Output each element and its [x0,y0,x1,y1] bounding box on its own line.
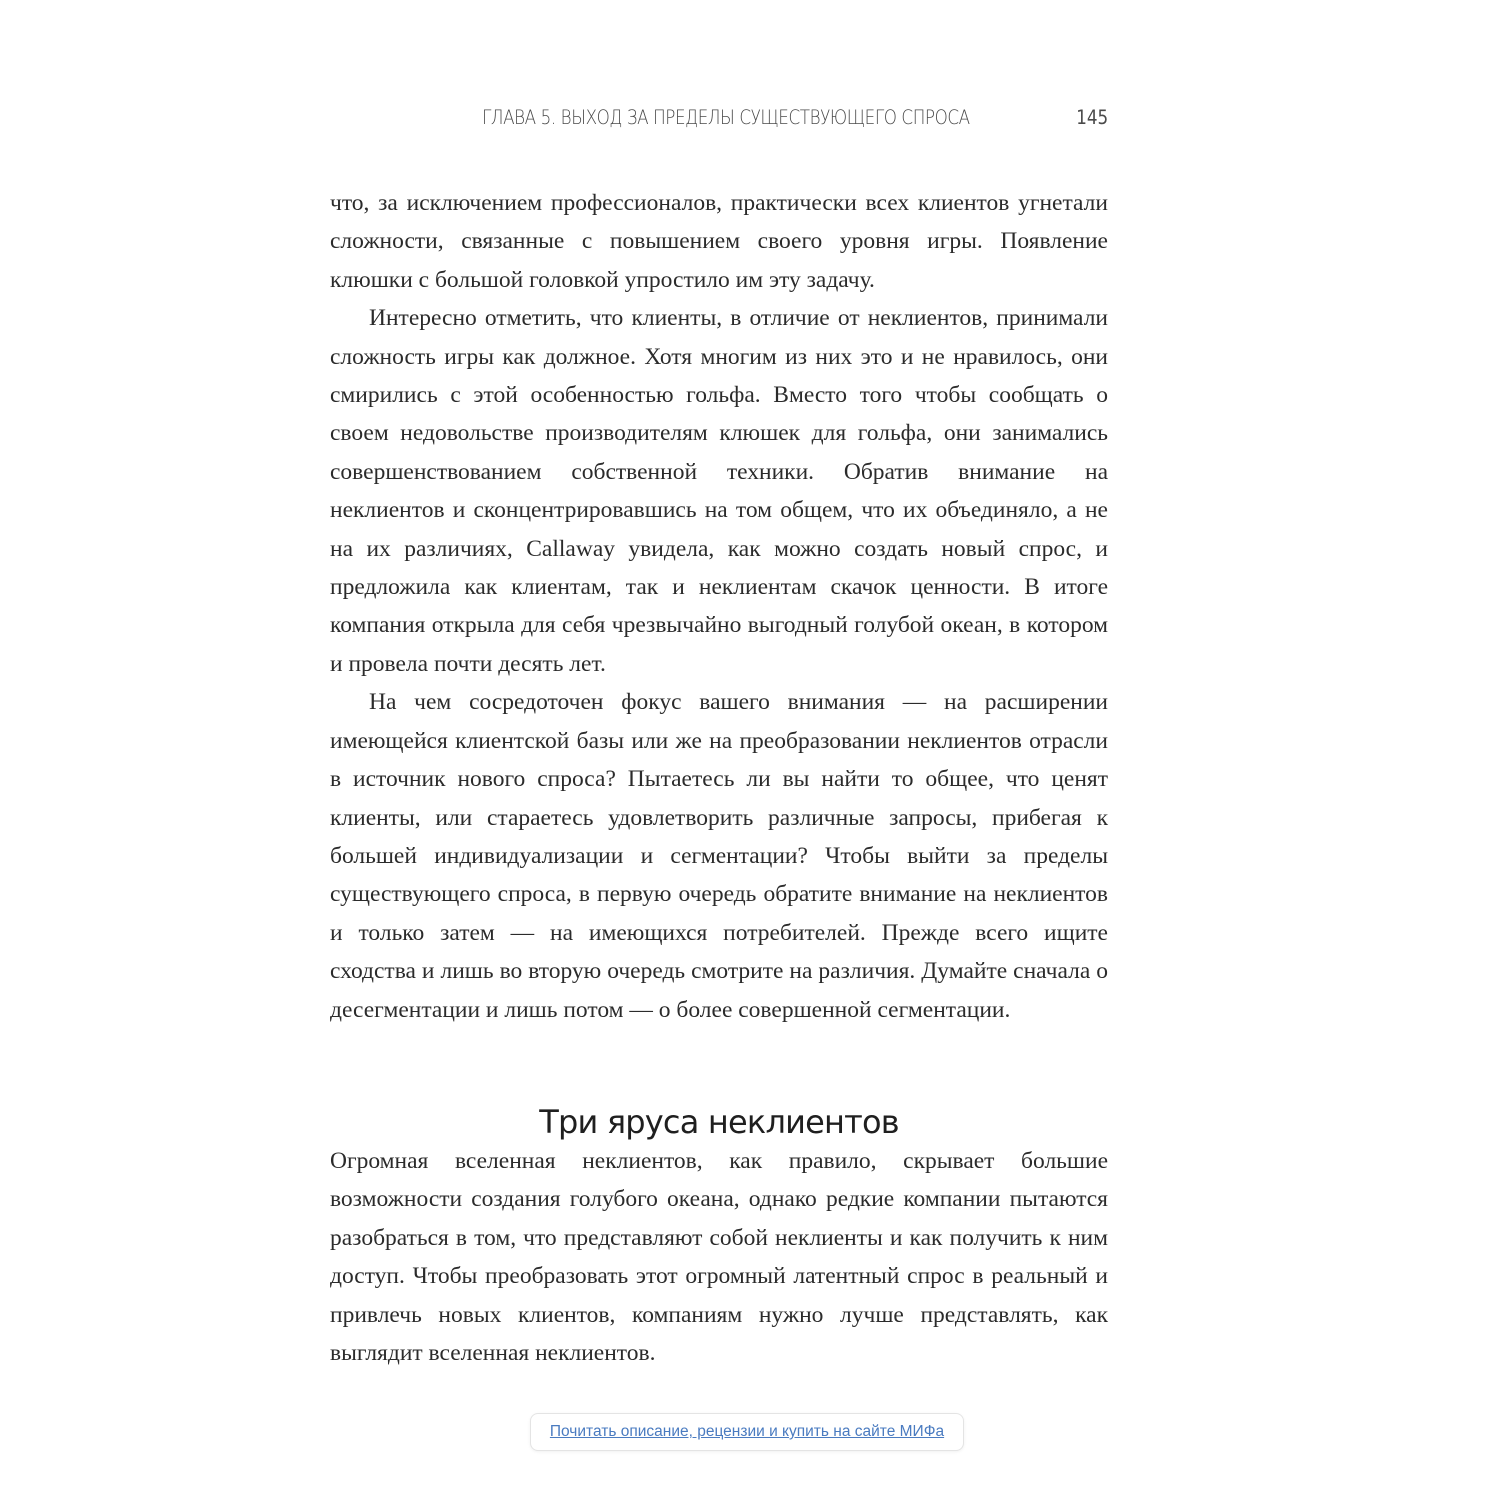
shop-link[interactable]: Почитать описание, рецензии и купить на сайте МИФа [549,1423,945,1440]
paragraph: Интересно отметить, что клиенты, в отличие от неклиентов, принимали сложность игры как должное. Хотя многим из них это и не нравилось, они смирились с этой особенностью гольфа. Вместо того чтобы сообщать о своем недовольстве производителям клюшек для гольфа, они занимались совершенствованием собственной техники. Обратив внимание на неклиентов и сконцентрировавшись на том общем, что их объединяло, а не на их различиях, Callaway увидела, как можно создать новый спрос, и предложила как клиентам, так и неклиентам скачок ценности. В итоге компания открыла для себя чрезвычайно выгодный голубой океан, в котором и провела почти десять лет. [330,305,1108,677]
running-header [330,106,1108,136]
body-text-block [330,184,1108,1029]
paragraph: Огромная вселенная неклиентов, как правило, скрывает большие возможности создания голубого океана, однако редкие компании пытаются разобраться в том, что представляют собой неклиенты и как получить к ним доступ. Чтобы преобразовать этот огромный латентный спрос в реальный и привлечь новых клиентов, компаниям нужно лучше представлять, как выглядит вселенная неклиентов. [330,1148,1108,1367]
page-number: 145 [1075,106,1108,129]
paragraph: На чем сосредоточен фокус вашего внимания — на расширении имеющейся клиентской базы или же на преобразовании неклиентов отрасли в источник нового спроса? Пытаетесь ли вы найти то общее, что ценят клиенты, или стараетесь удовлетворить различные запросы, прибегая к большей индивидуализации и сегментации? Чтобы выйти за пределы существующего спроса, в первую очередь обратите внимание на неклиентов и только затем — на имеющихся потребителей. Прежде всего ищите сходства и лишь во вторую очередь смотрите на различия. Думайте сначала о десегментации и лишь потом — о более совершенной сегментации. [330,689,1108,1023]
chapter-title: ГЛАВА 5. ВЫХОД ЗА ПРЕДЕЛЫ СУЩЕСТВУЮЩЕГО СПРОСА [482,106,970,129]
section-heading: Три яруса неклиентов [539,1102,899,1141]
section-body-text [330,1142,1108,1372]
shop-link-container [530,1413,964,1451]
paragraph-continuation: что, за исключением профессионалов, практически всех клиентов угнетали сложности, связанные с повышением своего уровня игры. Появление клюшки с большой головкой упростило им эту задачу. [330,190,1108,293]
